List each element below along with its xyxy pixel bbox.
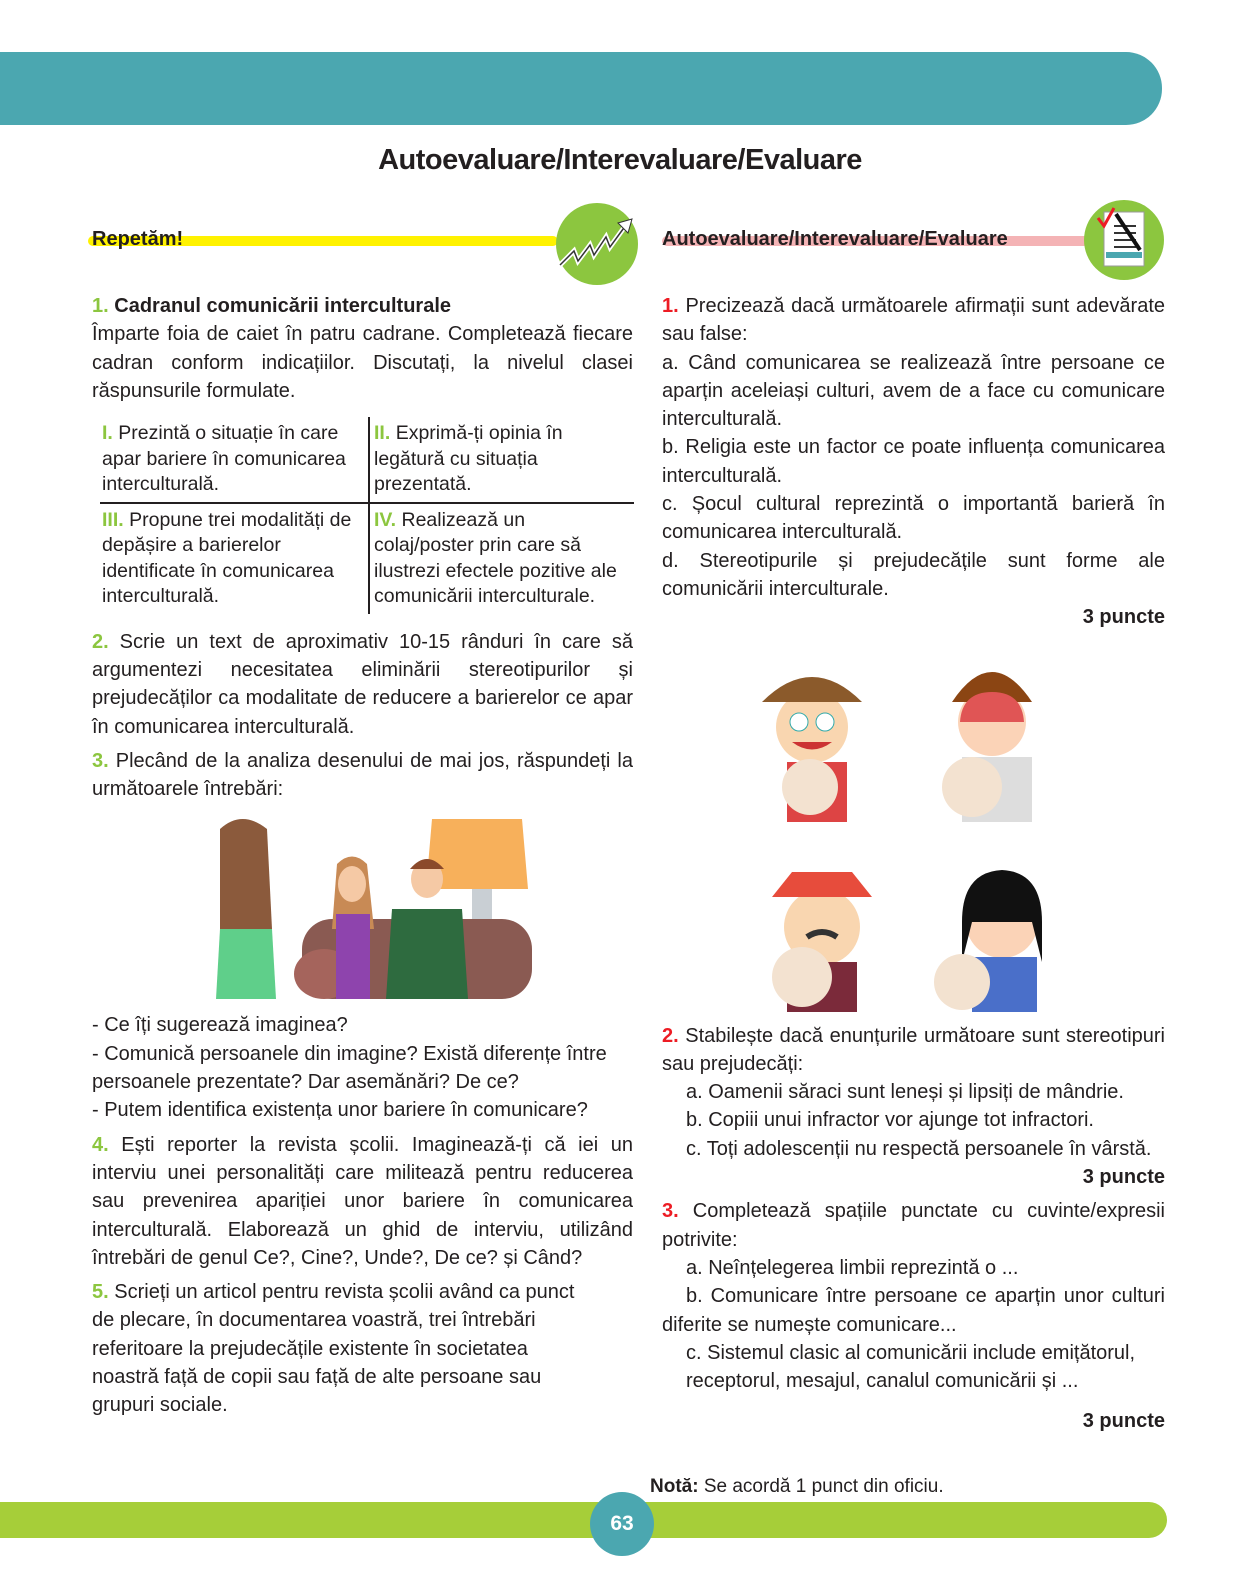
exercise-number: 1. [92, 295, 109, 317]
exercise-3 [92, 747, 633, 804]
statement: b. Comunicare între persoane ce aparțin unor culturi diferite se numește comunicare... [662, 1285, 1165, 1336]
note-label: Notă: [650, 1476, 699, 1497]
quadrant-number: I. [102, 422, 113, 445]
left-column [92, 292, 633, 1426]
statement: d. Stereotipurile și prejudecățile sunt forme ale comunicării interculturale. [662, 549, 1165, 600]
section-header-repetam: Repetăm! [92, 228, 184, 250]
exercise-text: Precizează dacă următoarele afirmații sunt adevărate sau false: [662, 295, 1166, 346]
exercise-text: Plecând de la analiza desenului de mai jos, răspundeți la următoarele întrebări: [92, 749, 633, 801]
checklist-document-icon [1084, 200, 1164, 280]
points-label: 3 puncte [1082, 1166, 1165, 1189]
eval-exercise-2 [662, 1022, 1165, 1192]
quadrant-text: Propune trei modalități de depășire a barierelor identificate în comunicarea interculturală. [102, 508, 352, 608]
statement: a. Neînțelegerea limbii reprezintă o ... [686, 1256, 1019, 1279]
quadrant-number: III. [102, 508, 124, 531]
quadrant-text: Prezintă o situație în care apar bariere în comunicarea interculturală. [102, 422, 346, 496]
section-header-evaluare: Autoevaluare/Interevaluare/Evaluare [662, 228, 1008, 250]
quadrant-1 [100, 417, 370, 504]
quadrant-number: IV. [374, 508, 397, 531]
statement: c. Toți adolescenții nu respectă persoanele în vârstă. [686, 1137, 1152, 1160]
quadrant-table [100, 417, 633, 614]
right-column [662, 292, 1165, 1436]
people-illustration [92, 809, 633, 999]
note-text: Se acordă 1 punct din oficiu. [698, 1476, 944, 1497]
quadrant-number: II. [374, 422, 391, 445]
quadrant-text: Realizează un colaj/poster prin care să ilustrezi efectele pozitive ale comunicării interculturale. [374, 508, 617, 608]
exercise-text: Împarte foia de caiet în patru cadrane. Completează fiecare cadran conform indicațiilor. Discutați, la nivelul clasei răspunsurile formulate. [92, 323, 633, 402]
exercise-text: Completează spațiile punctate cu cuvinte/expresii potrivite: [662, 1200, 1165, 1251]
exercise-number: 3. [662, 1200, 679, 1223]
quadrant-text: Exprimă-ți opinia în legătură cu situația prezentată. [374, 422, 563, 496]
growth-chart-icon [556, 203, 638, 285]
exercise-title: Cadranul comunicării interculturale [114, 295, 451, 317]
exercise-number: 3. [92, 749, 109, 772]
page-number: 63 [590, 1492, 654, 1556]
exercise-2 [92, 628, 633, 741]
exercise-text: Ești reporter la revista școlii. Imaginează-ți că iei un interviu unei personalități care militează pentru reducerea sau prevenirea apariției unor bariere în comunicarea interculturală. Elaborează un ghid de interviu, utilizând întrebări de genul Ce?, Cine?, Unde?, De ce? și Când? [92, 1133, 633, 1269]
statement: c. Șocul cultural reprezintă o importantă barieră în comunicarea interculturală. [662, 493, 1165, 544]
statement: a. Oamenii săraci sunt leneși și lipsiți de mândrie. [686, 1081, 1124, 1104]
exercise-number: 1. [662, 295, 679, 317]
exercise-4 [92, 1131, 633, 1272]
eval-exercise-1 [662, 292, 1165, 632]
exercise-number: 5. [92, 1281, 109, 1304]
quadrant-3 [100, 504, 370, 614]
quadrant-4 [370, 504, 634, 614]
statement: c. Sistemul clasic al comunicării include emițătorul, receptorul, mesajul, canalul comunicării și ... [686, 1341, 1136, 1393]
exercise-text: Scrieți un articol pentru revista școlii având ca punct de plecare, în documentarea voastră, trei întrebări referitoare la prejudecățile existente în societatea noastră față de copii sau față de alte persoane sau grupuri sociale. [92, 1281, 575, 1417]
exercise-number: 4. [92, 1133, 109, 1156]
points-label: 3 puncte [1082, 606, 1165, 629]
note [650, 1476, 944, 1498]
question: - Ce îți sugerează imaginea? [92, 1014, 348, 1037]
quadrant-2 [370, 417, 634, 504]
points-label: 3 puncte [1082, 1410, 1165, 1433]
exercise-3-questions [92, 1011, 633, 1124]
exercise-text: Scrie un text de aproximativ 10-15 rânduri în care să argumentezi necesitatea eliminării stereotipurilor și prejudecăților ca modalitate de reducere a barierelor ce apar în comunicarea interculturală. [92, 630, 633, 738]
question: - Putem identifica existența unor bariere în comunicare? [92, 1099, 588, 1122]
exercise-number: 2. [92, 630, 109, 653]
statement: a. Când comunicarea se realizează între persoane ce aparțin aceleiași culturi, avem de a face cu comunicare interculturală. [662, 351, 1165, 431]
statement: b. Religia este un factor ce poate influența comunicarea interculturală. [662, 436, 1165, 487]
exercise-number: 2. [662, 1024, 679, 1047]
statement: b. Copiii unui infractor vor ajunge tot infractori. [686, 1109, 1094, 1132]
exercise-text: Stabilește dacă enunțurile următoare sunt stereotipuri sau prejudecăți: [662, 1024, 1165, 1075]
exercise-5 [92, 1278, 582, 1419]
exercise-1 [92, 292, 633, 405]
footer-band [0, 1502, 1167, 1538]
cultural-stereotypes-illustration [662, 632, 1165, 1022]
eval-exercise-3 [662, 1197, 1165, 1435]
question: - Comunică persoanele din imagine? Există diferențe între persoanele prezentate? Dar asemănări? De ce? [92, 1042, 607, 1094]
page-title: Autoevaluare/Interevaluare/Evaluare [378, 144, 862, 176]
header-band [0, 52, 1162, 125]
